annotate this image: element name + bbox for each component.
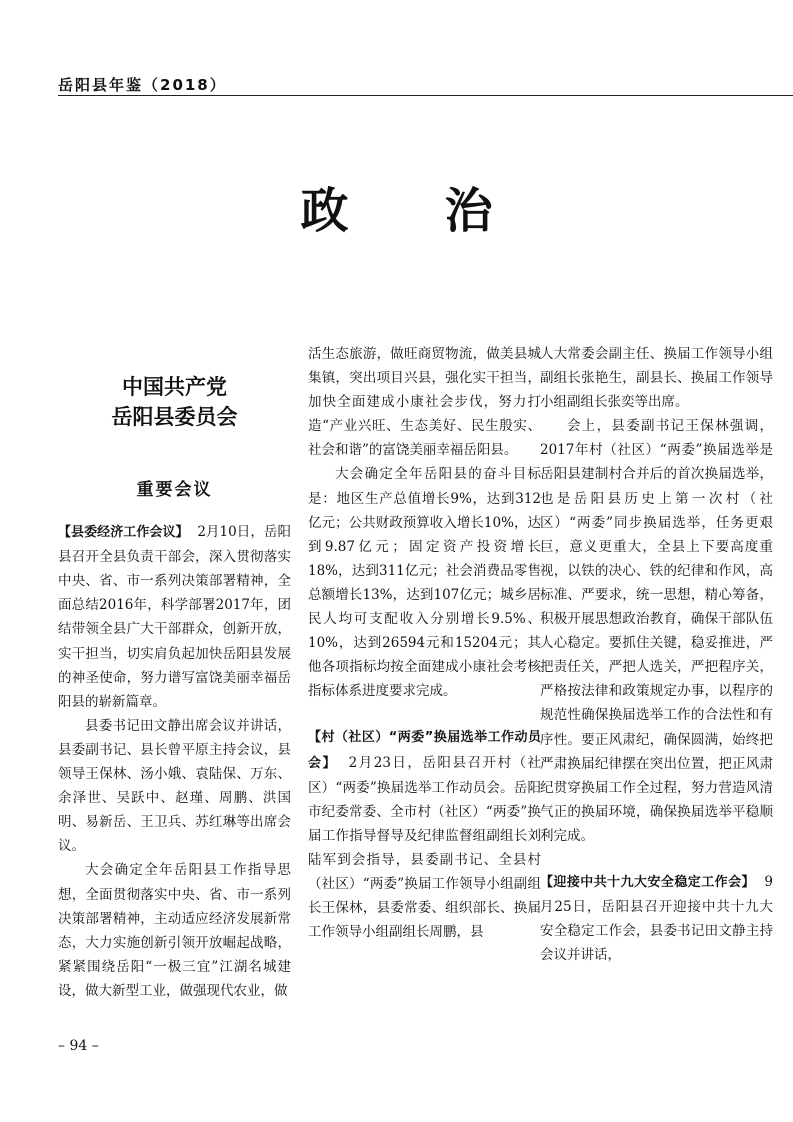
- paragraph: 大会确定全年岳阳县工作指导思想，全面贯彻落实中央、省、市一系列决策部署精神，主动适应经济发展新常态，大力实施创新引领开放崛起战略，紧紧围绕岳阳“一极三宜”江湖名城建设，做大新型工业，做强现代农业，做: [58, 862, 291, 999]
- yearbook-header: 岳阳县年鉴（2018）: [58, 76, 227, 94]
- column-1: [58, 342, 291, 1003]
- subsection-title: 重要会议: [136, 480, 213, 500]
- page-number: – 94 –: [58, 1038, 99, 1054]
- column-2: [308, 342, 541, 944]
- entry-body: 2月10日，岳阳县召开全县负责干部会，深入贯彻落实中央、省、市一系列决策部署精神，全面总结2016年，科学部署2017年，团结带领全县广大干部群众，创新开放，实干担当，切实肩负起加快岳阳县发展的神圣使命，努力谱写富饶美丽幸福岳阳县的崭新篇章。: [58, 524, 291, 710]
- spacer: [540, 848, 773, 870]
- party-title-line1: 中国共产党: [122, 374, 227, 399]
- column-3: [540, 342, 773, 967]
- paragraph: 大会确定全年岳阳县的奋斗目标是：地区生产总值增长9%，达到312亿元；公共财政预算收入增长10%，达到9.87亿元；固定资产投资增长18%，达到311亿元；社会消费品零售总额增长13%，达到107亿元；城乡居民人均可支配收入分别增长9.5%、10%，达到26594元和15204元；其他各项指标均按全面建成小康社会考核指标体系进度要求完成。: [308, 466, 541, 700]
- header-divider: [58, 95, 793, 96]
- paragraph: [58, 520, 291, 714]
- paragraph: 活生态旅游，做旺商贸物流，做美县城集镇，突出项目兴县，强化实干担当，加快全面建成小康社会步伐，努力打造“产业兴旺、生态美好、民生殷实、社会和谐”的富饶美丽幸福岳阳县。: [308, 346, 541, 459]
- entry-body: 9月25日，岳阳县召开迎接中共十九大安全稳定工作会，县委书记田文静主持会议并讲话，: [540, 873, 773, 964]
- paragraph: 县委书记田文静出席会议并讲话，县委副书记、县长曾平原主持会议，县领导王保林、汤小娥、袁陆保、万东、余泽世、吴跃中、赵瑾、周鹏、洪国明、易新岳、王卫兵、苏红琳等出席会议。: [58, 717, 291, 855]
- entry-heading: 【迎接中共十九大安全稳定工作会】: [540, 874, 755, 890]
- paragraph: [308, 725, 541, 944]
- party-committee-title: [58, 372, 291, 432]
- party-title-line2: 岳阳县委员会: [111, 404, 238, 429]
- spacer: [308, 703, 541, 725]
- entry-body: 2月23日，岳阳县召开村（社区）“两委”换届选举工作动员会。岳阳市纪委常委、全市村（社区）“两委”换届工作指导督导及纪律监督组副组长刘陆军到会指导，县委副书记、全县村（社区）“两委”换届工作领导小组副组长王保林，县委常委、组织部长、换届工作领导小组副组长周鹏，县: [308, 754, 541, 941]
- entry-heading: 【村（社区）“两委”换届选举工作动员会】: [308, 730, 541, 771]
- entry-heading: 【县委经济工作会议】: [58, 525, 189, 541]
- paragraph: 人大常委会副主任、换届工作领导小组副组长张艳生，副县长、换届工作领导小组副组长张奕等出席。: [540, 346, 773, 411]
- paragraph: [540, 870, 773, 967]
- paragraph: 会上，县委副书记王保林强调，2017年村（社区）“两委”换届选举是岳阳县建制村合并后的首次换届选举，也是岳阳县历史上第一次村（社区）“两委”同步换届选举，任务更艰巨，意义更重大，全县上下要高度重视，以铁的决心、铁的纪律和作风，高标准、严要求，统一思想，精心筹备，积极开展思想政治教育，确保干部队伍人心稳定。要抓住关键，稳妥推进，严把责任关，严把人选关，严把程序关，严格按法律和政策规定办事，以程序的规范性确保换届选举工作的合法性和有序性。要正风肃纪，确保圆满，始终把严肃换届纪律摆在突出位置，把正风肃纪贯穿换届工作全过程，努力营造风清气正的换届环境，确保换届选举平稳顺利完成。: [540, 418, 773, 844]
- section-title: 政治: [300, 183, 589, 239]
